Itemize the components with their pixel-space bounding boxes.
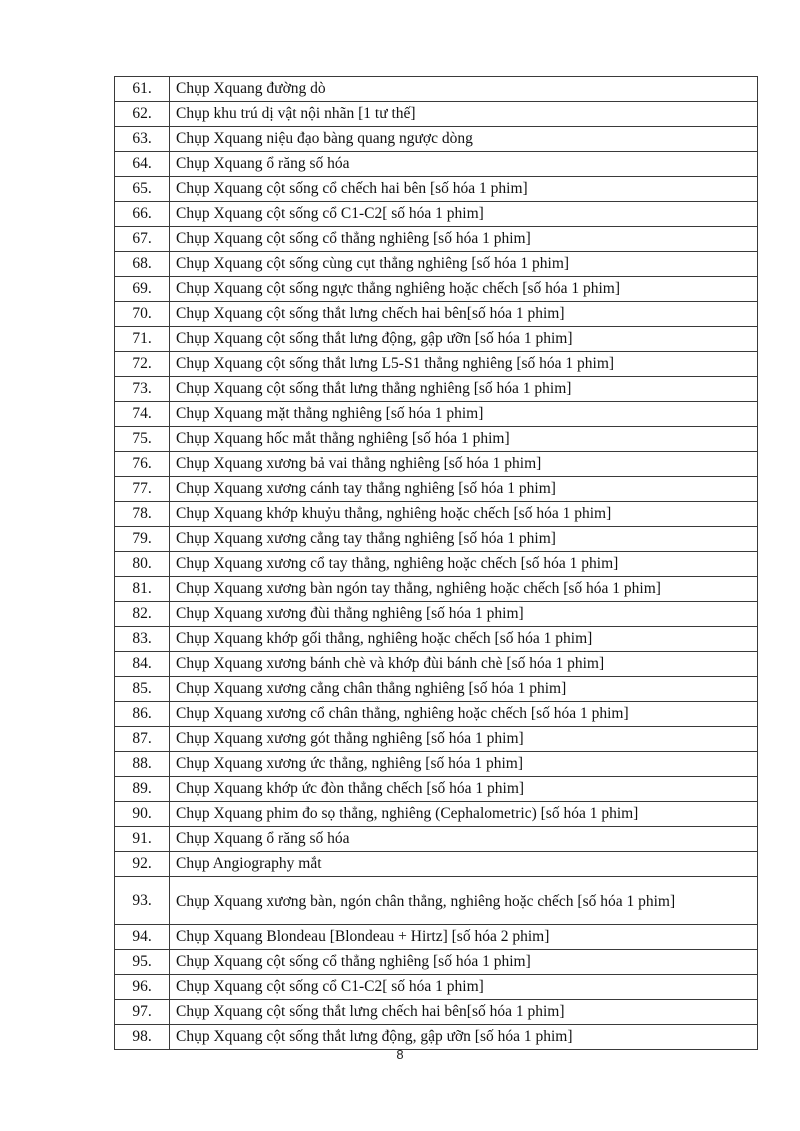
page-number: 8 [396,1047,404,1062]
table-row [115,302,758,327]
row-number: 90. [115,802,170,827]
table-row [115,477,758,502]
row-number: 71. [115,327,170,352]
procedure-name: Chụp Xquang xương bàn, ngón chân thẳng, nghiêng hoặc chếch [số hóa 1 phim] [170,877,758,925]
row-number: 91. [115,827,170,852]
procedure-name: Chụp Xquang cột sống cổ thẳng nghiêng [số hóa 1 phim] [170,227,758,252]
table-row [115,377,758,402]
procedure-name: Chụp Xquang xương bả vai thẳng nghiêng [số hóa 1 phim] [170,452,758,477]
table-row [115,227,758,252]
procedure-name: Chụp Xquang cột sống cùng cụt thẳng nghiêng [số hóa 1 phim] [170,252,758,277]
procedure-name: Chụp Xquang khớp gối thẳng, nghiêng hoặc chếch [số hóa 1 phim] [170,627,758,652]
table-row [115,950,758,975]
procedure-name: Chụp Xquang xương bàn ngón tay thẳng, nghiêng hoặc chếch [số hóa 1 phim] [170,577,758,602]
procedure-name: Chụp Xquang ổ răng số hóa [170,152,758,177]
row-number: 76. [115,452,170,477]
table-row [115,352,758,377]
procedure-name: Chụp Xquang xương ức thẳng, nghiêng [số hóa 1 phim] [170,752,758,777]
procedure-name: Chụp Xquang xương cẳng tay thẳng nghiêng [số hóa 1 phim] [170,527,758,552]
procedure-name: Chụp Xquang cột sống cổ thẳng nghiêng [số hóa 1 phim] [170,950,758,975]
row-number: 96. [115,975,170,1000]
row-number: 77. [115,477,170,502]
row-number: 89. [115,777,170,802]
row-number: 70. [115,302,170,327]
row-number: 92. [115,852,170,877]
procedure-name: Chụp Xquang xương cánh tay thẳng nghiêng [số hóa 1 phim] [170,477,758,502]
table-row [115,777,758,802]
table-row [115,527,758,552]
table-row [115,327,758,352]
row-number: 86. [115,702,170,727]
table-row [115,202,758,227]
row-number: 87. [115,727,170,752]
table-row [115,177,758,202]
row-number: 93. [115,877,170,925]
table-row [115,402,758,427]
table-row [115,975,758,1000]
table-row [115,452,758,477]
row-number: 85. [115,677,170,702]
table-row [115,577,758,602]
table-row [115,827,758,852]
table-row [115,677,758,702]
table-row [115,427,758,452]
row-number: 68. [115,252,170,277]
row-number: 98. [115,1025,170,1050]
row-number: 81. [115,577,170,602]
procedure-name: Chụp Angiography mắt [170,852,758,877]
procedure-name: Chụp Xquang cột sống thắt lưng chếch hai bên[số hóa 1 phim] [170,1000,758,1025]
row-number: 61. [115,77,170,102]
procedure-name: Chụp Xquang ổ răng số hóa [170,827,758,852]
procedure-name: Chụp Xquang niệu đạo bàng quang ngược dòng [170,127,758,152]
procedure-name: Chụp Xquang xương cẳng chân thẳng nghiêng [số hóa 1 phim] [170,677,758,702]
table-row [115,727,758,752]
table-row [115,1000,758,1025]
row-number: 72. [115,352,170,377]
row-number: 69. [115,277,170,302]
row-number: 82. [115,602,170,627]
table-row [115,602,758,627]
row-number: 73. [115,377,170,402]
table-row [115,752,758,777]
table-row [115,1025,758,1050]
row-number: 75. [115,427,170,452]
row-number: 74. [115,402,170,427]
procedure-name: Chụp Xquang khớp khuỷu thẳng, nghiêng hoặc chếch [số hóa 1 phim] [170,502,758,527]
procedure-name: Chụp Xquang cột sống thắt lưng thẳng nghiêng [số hóa 1 phim] [170,377,758,402]
row-number: 65. [115,177,170,202]
table-row [115,102,758,127]
procedure-name: Chụp Xquang đường dò [170,77,758,102]
procedure-table-body [115,77,758,1050]
procedure-name: Chụp Xquang cột sống thắt lưng chếch hai bên[số hóa 1 phim] [170,302,758,327]
row-number: 78. [115,502,170,527]
procedure-name: Chụp Xquang cột sống cổ C1-C2[ số hóa 1 phim] [170,975,758,1000]
procedure-name: Chụp Xquang phim đo sọ thẳng, nghiêng (Cephalometric) [số hóa 1 phim] [170,802,758,827]
table-row [115,277,758,302]
row-number: 80. [115,552,170,577]
procedure-name: Chụp Xquang xương cổ chân thẳng, nghiêng hoặc chếch [số hóa 1 phim] [170,702,758,727]
procedure-name: Chụp Xquang cột sống thắt lưng động, gập ưỡn [số hóa 1 phim] [170,327,758,352]
row-number: 97. [115,1000,170,1025]
table-row [115,652,758,677]
row-number: 63. [115,127,170,152]
row-number: 83. [115,627,170,652]
procedure-name: Chụp Xquang xương bánh chè và khớp đùi bánh chè [số hóa 1 phim] [170,652,758,677]
procedure-name: Chụp Xquang cột sống cổ chếch hai bên [số hóa 1 phim] [170,177,758,202]
table-row [115,502,758,527]
table-row [115,252,758,277]
procedure-name: Chụp Xquang xương cổ tay thẳng, nghiêng hoặc chếch [số hóa 1 phim] [170,552,758,577]
procedure-name: Chụp Xquang cột sống thắt lưng động, gập ưỡn [số hóa 1 phim] [170,1025,758,1050]
table-row [115,925,758,950]
table-row [115,702,758,727]
table-row [115,877,758,925]
procedure-name: Chụp khu trú dị vật nội nhãn [1 tư thế] [170,102,758,127]
table-row [115,77,758,102]
table-row [115,802,758,827]
procedure-name: Chụp Xquang cột sống ngực thẳng nghiêng hoặc chếch [số hóa 1 phim] [170,277,758,302]
procedure-name: Chụp Xquang khớp ức đòn thẳng chếch [số hóa 1 phim] [170,777,758,802]
table-row [115,552,758,577]
procedure-name: Chụp Xquang hốc mắt thẳng nghiêng [số hóa 1 phim] [170,427,758,452]
row-number: 62. [115,102,170,127]
procedure-name: Chụp Xquang xương gót thẳng nghiêng [số hóa 1 phim] [170,727,758,752]
table-row [115,852,758,877]
procedure-name: Chụp Xquang Blondeau [Blondeau + Hirtz] [số hóa 2 phim] [170,925,758,950]
procedure-name: Chụp Xquang cột sống cổ C1-C2[ số hóa 1 phim] [170,202,758,227]
row-number: 79. [115,527,170,552]
row-number: 88. [115,752,170,777]
procedure-name: Chụp Xquang mặt thẳng nghiêng [số hóa 1 phim] [170,402,758,427]
procedure-name: Chụp Xquang xương đùi thẳng nghiêng [số hóa 1 phim] [170,602,758,627]
row-number: 66. [115,202,170,227]
row-number: 84. [115,652,170,677]
procedure-table [114,76,758,1050]
row-number: 64. [115,152,170,177]
table-row [115,152,758,177]
row-number: 94. [115,925,170,950]
row-number: 95. [115,950,170,975]
row-number: 67. [115,227,170,252]
table-row [115,127,758,152]
table-row [115,627,758,652]
procedure-name: Chụp Xquang cột sống thắt lưng L5-S1 thẳng nghiêng [số hóa 1 phim] [170,352,758,377]
